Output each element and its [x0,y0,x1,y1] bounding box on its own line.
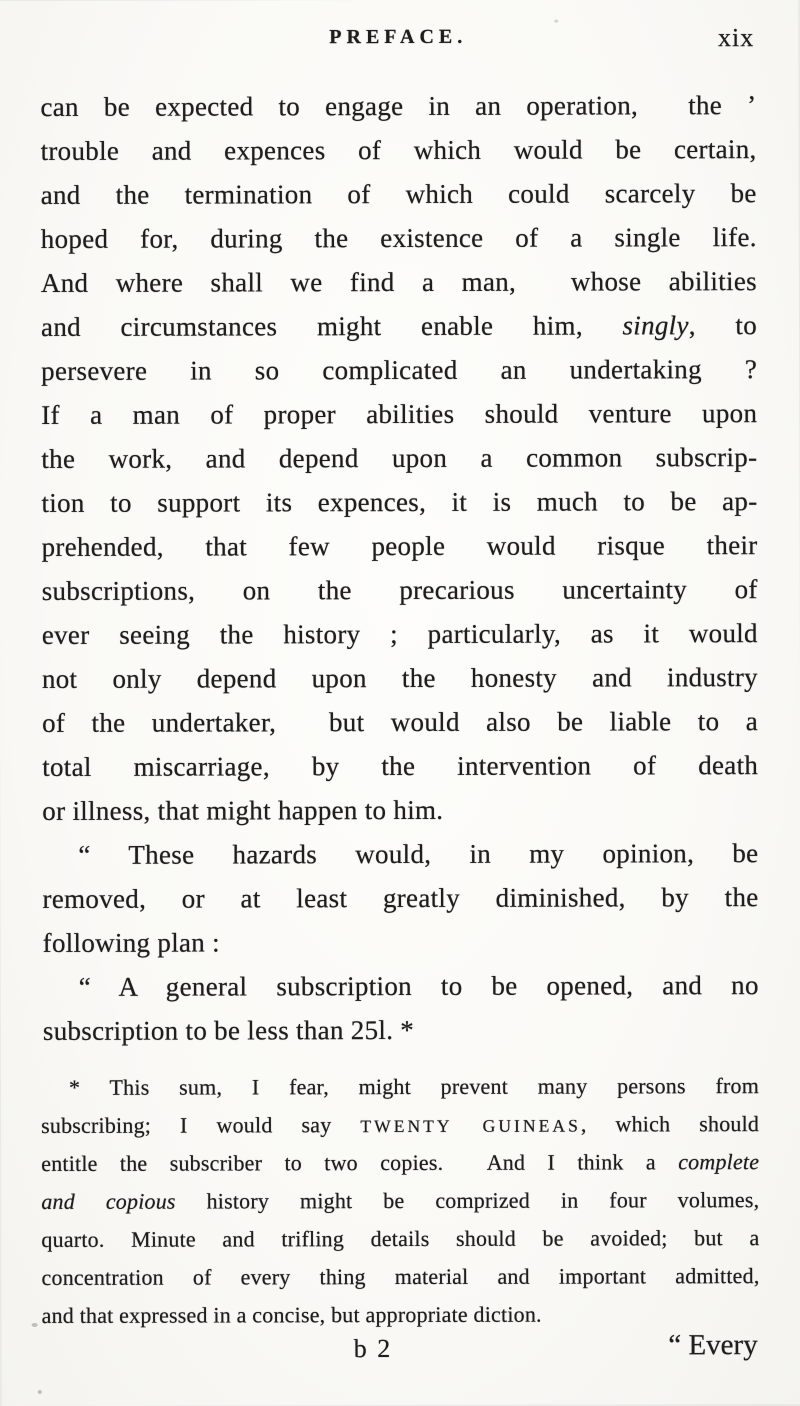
text-line: ever seeing the history ; particularly, as it would [41,618,758,650]
text-segment: subscribing; I would say [41,1112,361,1138]
signature-mark: b 2 [353,1334,393,1364]
text-line: not only depend upon the honesty and industry [41,662,758,694]
footnote-line [41,1143,759,1183]
text-line: hoped for, during the existence of a single life. [40,222,757,254]
scan-speck [38,1390,42,1394]
text-line: tion to support its expences, it is much to be ap- [41,486,758,518]
italic-word: singly [622,310,689,341]
text-line: the work, and depend upon a common subscrip- [41,442,758,474]
text-line: persevere in so complicated an undertaking ? [41,354,758,386]
footnote-line: concentration of every thing material and important admitted, [41,1263,760,1290]
text-line: and the termination of which could scarcely be [40,178,757,210]
text-line: removed, or at least greatly diminished, by the [42,882,759,914]
catchword: “ Every [668,1329,758,1362]
text-line: can be expected to engage in an operation, the ’ [40,90,757,122]
text-line: “ These hazards would, in my opinion, be [78,838,759,870]
text-line [41,303,757,349]
footnote-line: and that expressed in a concise, but appropriate diction. [41,1301,542,1328]
text-line: subscriptions, on the precarious uncertainty of [41,574,758,606]
text-line: And where shall we find a man, whose abilities [40,266,757,298]
scan-speck [554,20,558,23]
body-text [40,83,759,1053]
footnote-line [41,1105,759,1145]
text-line: following plan : [42,927,220,958]
footnote-text [41,1067,760,1335]
text-line: subscription to be less than 25l. * [42,1014,415,1046]
text-segment: and circumstances might enable him, [40,310,623,342]
text-segment: , to [688,310,758,341]
text-line: trouble and expences of which would be certain, [40,134,757,166]
italic-word: and copious [41,1188,176,1214]
text-line: If a man of proper abilities should venture upon [41,398,758,430]
text-segment: history might be comprized in four volumes, [175,1187,760,1214]
text-line: “ A general subscription to be opened, and no [78,970,759,1002]
text-line: total miscarriage, by the intervention of death [42,750,759,782]
scan-speck [32,1323,38,1327]
page-title: PREFACE. [329,25,468,49]
italic-word: complete [678,1149,760,1175]
smallcaps-phrase: TWENTY GUINEAS [360,1115,581,1137]
text-segment: , which should [580,1111,760,1137]
footnote-line: * This sum, I fear, might prevent many persons from [68,1073,760,1100]
text-line: or illness, that might happen to him. [42,794,444,826]
footnote-line [41,1181,759,1221]
text-line: of the undertaker, but would also be liable to a [42,706,759,738]
page-number: xix [717,23,755,53]
footnote-line: quarto. Minute and trifling details should be avoided; but a [41,1225,760,1252]
text-line: prehended, that few people would risque their [41,530,758,562]
text-segment: entitle the subscriber to two copies. And I think a [41,1149,679,1176]
